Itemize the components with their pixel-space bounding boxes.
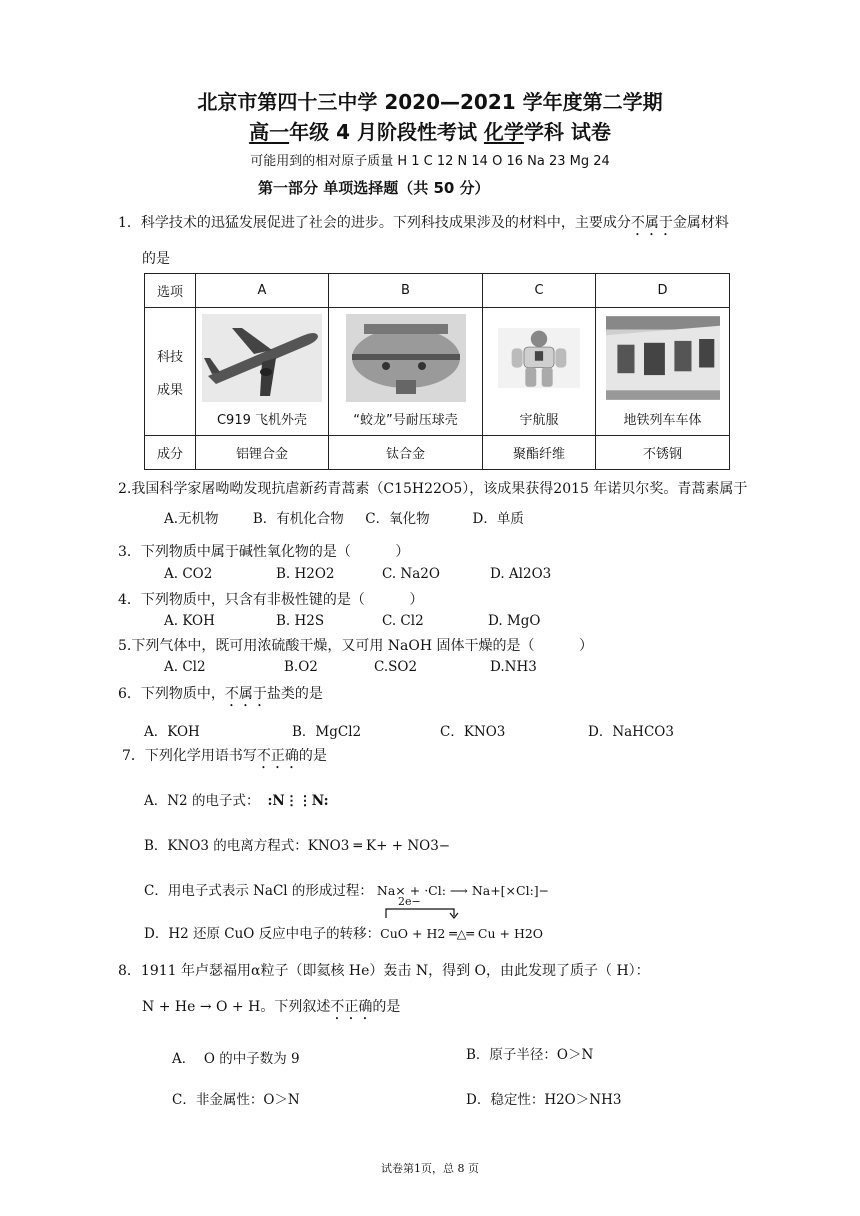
exam-type-label: 年级 4 月阶段性考试: [289, 120, 484, 144]
composition-a: 铝锂合金: [196, 436, 329, 470]
q7-emphasis: 不正确: [256, 748, 299, 764]
q5-option-c: C.SO2: [374, 659, 418, 675]
q5-option-b: B.O2: [284, 659, 318, 675]
q7-text-a: 7．下列化学用语书写: [122, 748, 257, 764]
q7-a-text: A．N2 的电子式：: [144, 793, 260, 809]
q6-option-a: A．KOH: [144, 724, 200, 740]
question-2-options: A.无机物 B．有机化合物 C．氧化物 D．单质: [164, 511, 524, 527]
subway-train-image: [606, 314, 720, 402]
table-header-d: D: [596, 274, 730, 308]
q6-option-b: B．MgCl2: [292, 724, 362, 740]
q8-option-b: B．原子半径：O＞N: [466, 1047, 594, 1063]
q7-c-text: C．用电子式表示 NaCl 的形成过程：: [144, 883, 373, 899]
q1-text-a: 1．科学技术的迅猛发展促进了社会的进步。下列科技成果涉及的材料中，主要成分: [118, 215, 631, 231]
question-8-text-cont: [142, 996, 400, 1023]
q7-option-c: [144, 879, 549, 899]
q4-option-b: B. H2S: [276, 613, 325, 629]
label-line2: 成果: [156, 382, 183, 398]
q3-option-d: D. Al2O3: [490, 566, 552, 582]
table-header-option: 选项: [145, 274, 196, 308]
electron-transfer-arrow: [380, 905, 470, 919]
table-header-a: A: [196, 274, 329, 308]
q7-option-b: B．KNO3 的电离方程式：KNO3 ═ K+ + NO3−: [144, 838, 451, 854]
q8-emphasis: 不正确: [330, 999, 373, 1015]
q8-option-d: D．稳定性：H2O＞NH3: [466, 1092, 622, 1108]
q7-option-a: [144, 789, 329, 809]
q6-text-a: 6．下列物质中，: [118, 686, 225, 702]
question-1-text-cont: 的是: [142, 251, 170, 267]
q3-option-b: B. H2O2: [276, 566, 335, 582]
airplane-image: [202, 314, 322, 402]
q7-option-d: [144, 922, 543, 942]
q3-option-a: A. CO2: [164, 566, 213, 582]
q5-option-a: A. Cl2: [164, 659, 206, 675]
cell-b-image: [329, 308, 483, 436]
q4-option-c: C. Cl2: [382, 613, 424, 629]
cell-d-image: [596, 308, 730, 436]
question-7-text: [122, 745, 327, 772]
q8-option-c: C．非金属性：O＞N: [172, 1092, 300, 1108]
q4-option-a: A. KOH: [164, 613, 215, 629]
caption-a: C919 飞机外壳: [216, 413, 308, 428]
q7-text-b: 的是: [298, 748, 327, 764]
cell-c-image: [483, 308, 596, 436]
q6-emphasis: 不属于: [224, 686, 267, 702]
caption-b: “蛟龙”号耐压球壳: [353, 413, 458, 428]
question-5-text: 5.下列气体中，既可用浓硫酸干燥，又可用 NaOH 固体干燥的是（ ）: [118, 638, 594, 654]
spacesuit-image: [498, 314, 580, 402]
n2-electron-formula: :N⋮⋮N:: [267, 793, 329, 809]
table-row-label-composition: 成分: [145, 436, 196, 470]
exam-title-line1: 北京市第四十三中学 2020—2021 学年度第二学期: [197, 90, 663, 114]
cell-a-image: [196, 308, 329, 436]
section-heading: 第一部分 单项选择题（共 50 分）: [258, 179, 490, 197]
electron-transfer-label: 2e−: [398, 895, 421, 908]
subject-label: 化学: [483, 120, 524, 144]
q8-option-a: A． O 的中子数为 9: [172, 1051, 300, 1067]
q6-option-c: C．KNO3: [440, 724, 506, 740]
q1-text-b: 金属材料: [672, 215, 729, 231]
q5-option-d: D.NH3: [490, 659, 537, 675]
caption-d: 地铁列车车体: [623, 413, 702, 428]
caption-c: 宇航服: [519, 413, 559, 428]
q7-d-text: D．H2 还原 CuO 反应中电子的转移：: [144, 926, 381, 942]
composition-d: 不锈钢: [596, 436, 730, 470]
label-line1: 科技: [156, 349, 183, 365]
paper-label: 学科 试卷: [523, 120, 611, 144]
composition-c: 聚酯纤维: [483, 436, 596, 470]
q6-option-d: D．NaHCO3: [588, 724, 674, 740]
atomic-masses: 可能用到的相对原子质量 H 1 C 12 N 14 O 16 Na 23 Mg 24: [250, 154, 610, 169]
q3-option-c: C. Na2O: [382, 566, 440, 582]
table-header-c: C: [483, 274, 596, 308]
q1-table: [144, 273, 730, 470]
page-footer: 试卷第1页，总 8 页: [381, 1162, 479, 1175]
question-3-text: 3．下列物质中属于碱性氧化物的是（ ）: [118, 544, 410, 560]
table-header-b: B: [329, 274, 483, 308]
submersible-image: [343, 314, 469, 402]
question-4-text: 4．下列物质中，只含有非极性键的是（ ）: [118, 592, 424, 608]
q8-text-b: N + He → O + H。下列叙述: [142, 999, 331, 1015]
q1-emphasis: 不属于: [630, 215, 673, 231]
q8-text-c: 的是: [372, 999, 401, 1015]
question-1-text: [118, 212, 729, 239]
question-2-text: 2.我国科学家屠呦呦发现抗虐新药青蒿素（C15H22O5），该成果获得2015 年诺贝尔奖。青蒿素属于: [118, 481, 748, 497]
grade-label: 高一: [249, 120, 290, 144]
question-8-text: 8．1911 年卢瑟福用α粒子（即氦核 He）轰击 N，得到 O，由此发现了质子（ H）：: [118, 963, 650, 979]
q4-option-d: D. MgO: [488, 613, 541, 629]
cuo-reduction-formula: CuO + H2 ═△═ Cu + H2O: [380, 926, 544, 941]
question-6-text: [118, 683, 323, 710]
table-row-label-achievement: [145, 308, 196, 436]
q6-text-b: 盐类的是: [266, 686, 323, 702]
nacl-formation-formula: Na× + ·Cl: ⟶ Na+[×Cl:]−: [376, 883, 550, 898]
exam-title-line2: [0, 116, 860, 145]
composition-b: 钛合金: [329, 436, 483, 470]
